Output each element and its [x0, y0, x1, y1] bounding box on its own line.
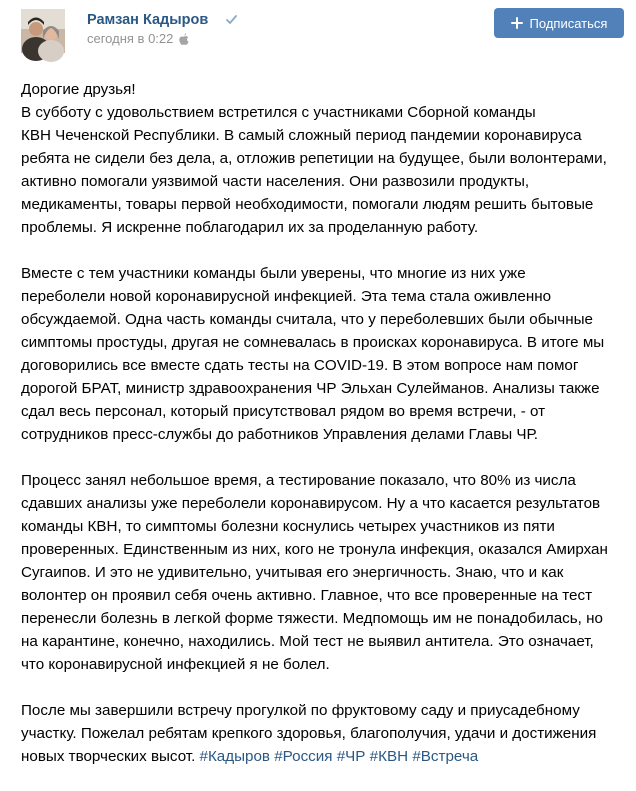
hashtag-link[interactable]: #КВН — [369, 748, 409, 765]
text-line: команды КВН, то симптомы болезни коснулись четырех участников из пяти — [21, 518, 555, 535]
post-time[interactable]: сегодня в 0:22 — [87, 31, 174, 46]
text-line: переболели новой коронавирусной инфекцией. Эта тема стала оживленно — [21, 288, 552, 305]
avatar-image — [21, 9, 65, 53]
text-line: сдавших анализы уже переболели коронавирусом. Ну а что касается результатов — [21, 495, 601, 512]
post-paragraph-2 — [21, 262, 633, 446]
subscribe-label: Подписаться — [529, 15, 608, 31]
text-line: Сугаипов. И это не удивительно, учитывая его энергичность. Знаю, что и как — [21, 564, 564, 581]
text-line: сотрудников пресс-службы до работников Управления делами Главы ЧР. — [21, 426, 539, 443]
text-line: перенесли болезнь в легкой форме тяжести. Медпомощь им не понадобилась, но — [21, 610, 603, 627]
text-line: дорогой БРАТ, министр здравоохранения ЧР Эльхан Сулейманов. Анализы также — [21, 380, 600, 397]
post-paragraph-4 — [21, 699, 633, 768]
avatar[interactable] — [21, 9, 65, 53]
text-line: что коронавирусной инфекцией я не болел. — [21, 656, 330, 673]
text-line: симптомы простуды, другая не сомневалась в происках коронавируса. В итоге мы — [21, 334, 605, 351]
text-line: Вместе с тем участники команды были уверены, что многие из них уже — [21, 265, 526, 282]
post-paragraph-1 — [21, 78, 633, 239]
text-line: договорились все вместе сдать тесты на COVID-19. В этом вопросе нам помог — [21, 357, 579, 374]
text-line: медикаменты, товары первой необходимости, помогали людям решить бытовые — [21, 196, 594, 213]
text-line: Дорогие друзья! — [21, 81, 136, 98]
text-line: проблемы. Я искренне поблагодарил их за проделанную работу. — [21, 219, 479, 236]
hashtag-link[interactable]: #Кадыров — [199, 748, 270, 765]
verified-icon — [226, 14, 237, 25]
text-line: активно помогали уязвимой части населения. Они развозили продукты, — [21, 173, 530, 190]
text-line-start: новых творческих высот. — [21, 748, 200, 765]
hashtag-link[interactable]: #Встреча — [412, 748, 479, 765]
plus-icon — [511, 17, 523, 29]
post-text — [21, 78, 633, 791]
subscribe-button[interactable] — [494, 8, 624, 38]
hashtag-link[interactable]: #ЧР — [336, 748, 366, 765]
text-line: волонтер он проявил себя очень активно. Главное, что все проверенные на тест — [21, 587, 593, 604]
text-line: ребята не сидели без дела, а, отложив репетиции на будущее, были волонтерами, — [21, 150, 607, 167]
text-line: обсуждаемой. Одна часть команды считала, что у переболевших были обычные — [21, 311, 593, 328]
hashtag-link[interactable]: #Россия — [274, 748, 333, 765]
text-line-with-hashtags — [21, 745, 633, 768]
text-line: участку. Пожелал ребятам крепкого здоровья, благополучия, удачи и достижения — [21, 725, 597, 742]
text-line: проверенных. Единственным из них, кого не тронула инфекция, оказался Амирхан — [21, 541, 608, 558]
text-line: на карантине, конечно, находились. Мой тест не выявил антитела. Это означает, — [21, 633, 594, 650]
author-name[interactable]: Рамзан Кадыров — [87, 12, 209, 28]
text-line: В субботу с удовольствием встретился с участниками Сборной команды — [21, 104, 536, 121]
text-line: сдал весь персонал, который присутствовал рядом во время встречи, - от — [21, 403, 546, 420]
text-line: После мы завершили встречу прогулкой по фруктовому саду и приусадебному — [21, 702, 580, 719]
apple-icon — [179, 33, 189, 45]
text-line: КВН Чеченской Республики. В самый сложный период пандемии коронавируса — [21, 127, 582, 144]
post-paragraph-3 — [21, 469, 633, 676]
post-header — [0, 0, 636, 60]
text-line: Процесс занял небольшое время, а тестирование показало, что 80% из числа — [21, 472, 576, 489]
